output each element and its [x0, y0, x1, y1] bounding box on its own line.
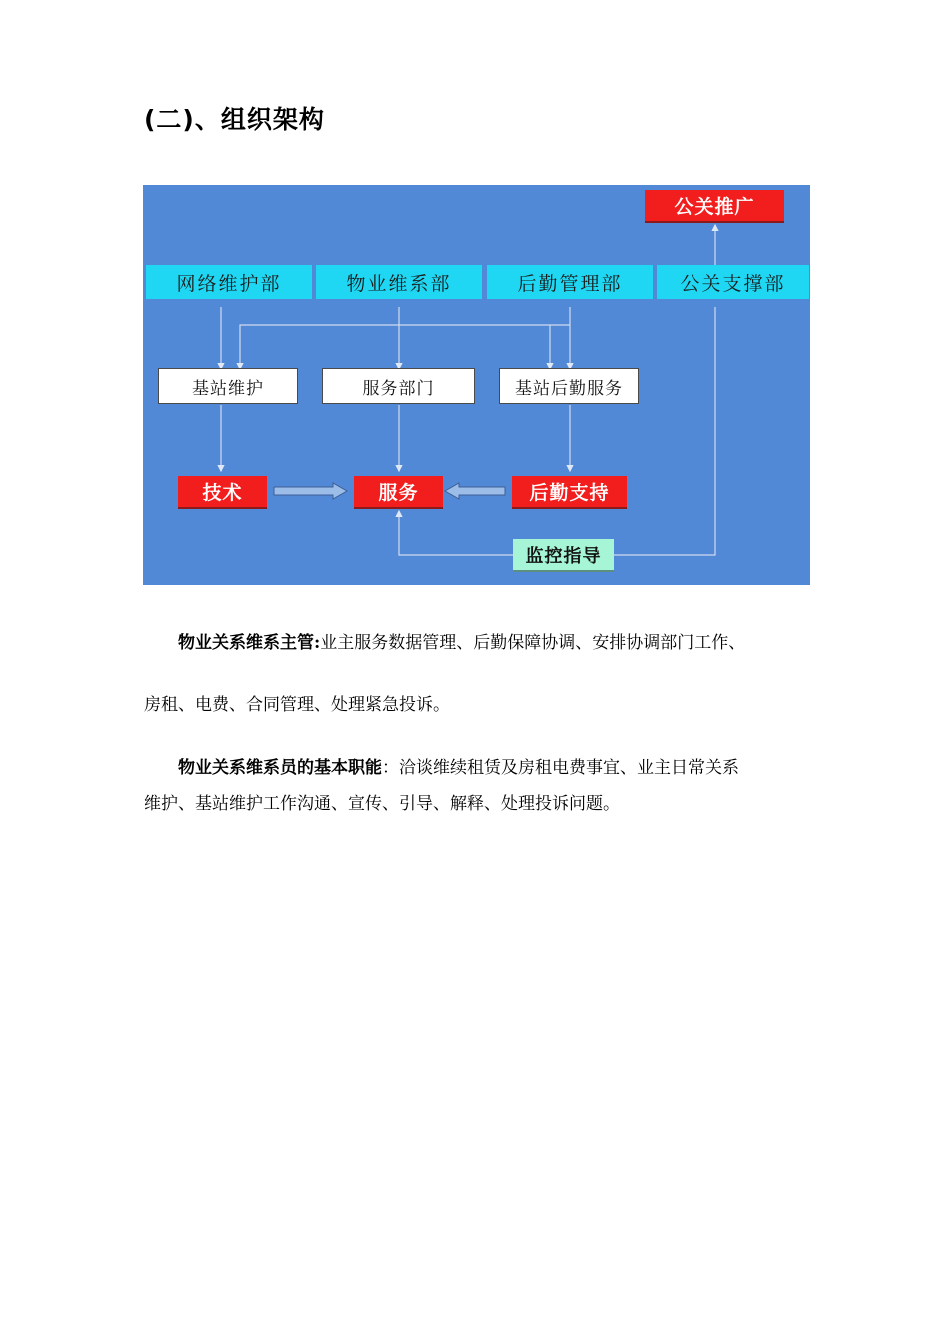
supervisor-text-line2: 房租、电费、合同管理、处理紧急投诉。: [144, 695, 450, 715]
property-relations-dept: 物业维系部: [316, 265, 482, 299]
station-maintenance-box: 基站维护: [158, 368, 298, 404]
monitoring-guidance-box: 监控指导: [513, 539, 614, 572]
staff-text-line1: 洽谈维续租赁及房租电费事宜、业主日常关系: [399, 758, 739, 778]
service-box: 服务: [354, 476, 443, 509]
pr-support-dept: 公关支撑部: [657, 265, 809, 299]
paragraph-staff-cont: [144, 789, 814, 814]
staff-text-line2: 维护、基站维护工作沟通、宣传、引导、解释、处理投诉问题。: [144, 794, 620, 814]
technology-box: 技术: [178, 476, 267, 509]
org-chart: [143, 185, 810, 585]
logistics-management-dept: 后勤管理部: [487, 265, 653, 299]
staff-label-sep: ：: [382, 758, 399, 778]
station-logistics-box: 基站后勤服务: [499, 368, 639, 404]
supervisor-label: 物业关系维系主管:: [178, 633, 321, 653]
paragraph-staff: [144, 753, 814, 778]
paragraph-supervisor: [144, 628, 814, 653]
supervisor-text-line1: 业主服务数据管理、后勤保障协调、安排协调部门工作、: [320, 633, 746, 653]
paragraph-supervisor-cont: [144, 690, 814, 715]
staff-label: 物业关系维系员的基本职能: [178, 758, 382, 778]
pr-promotion-box: 公关推广: [645, 190, 784, 223]
logistics-support-box: 后勤支持: [512, 476, 627, 509]
service-department-box: 服务部门: [322, 368, 475, 404]
network-maintenance-dept: 网络维护部: [146, 265, 312, 299]
section-heading: (二)、组织架构: [144, 105, 325, 134]
